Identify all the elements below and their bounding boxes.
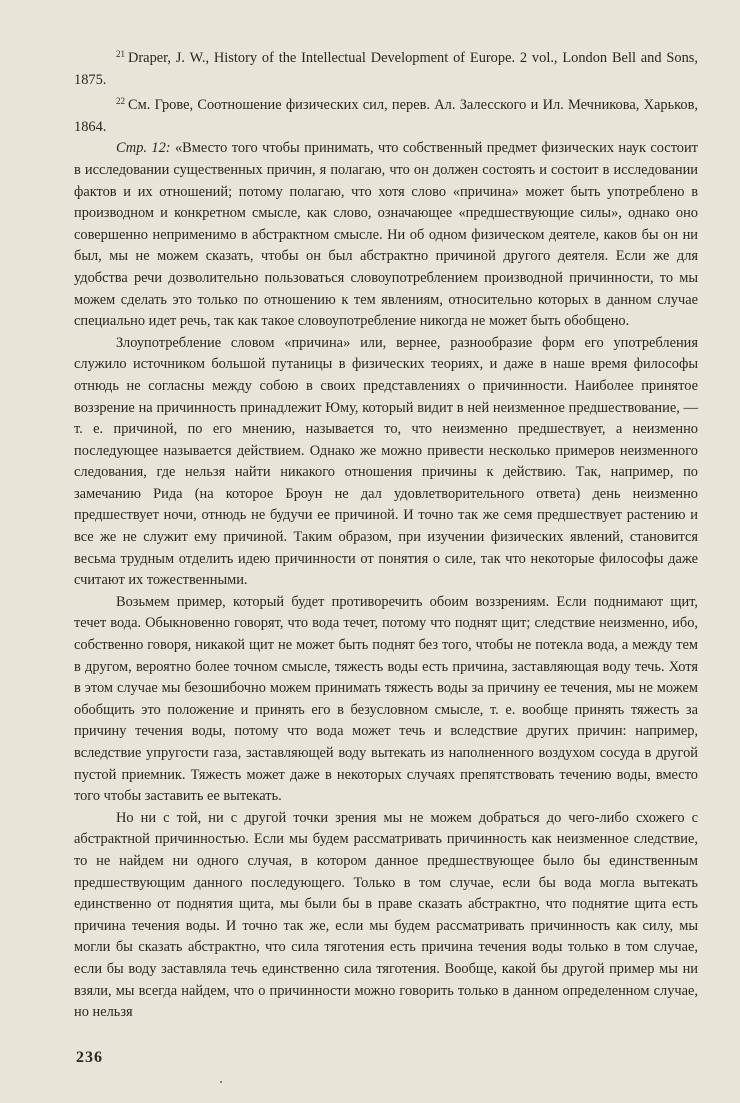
footnote-text: Draper, J. W., History of the Intellectual Development of Europe. 2 vol., London Bell and Sons, 1875.	[74, 50, 698, 88]
note-paragraph-4: Но ни с той, ни с другой точки зрения мы не можем добраться до чего-либо схожего с абстрактной причинностью. Если мы будем рассматривать причинность как неизменное следствие, то не найдем ни одного случая, в котором данное предшествующее было бы единственным предшествующим данного последующего. Только в том случае, если бы вода могла вытекать единственно от поднятия щита, мы были бы в праве сказать абстрактно, что поднятие щита есть причина течения воды. И точно так же, если мы будем рассматривать причинность как силу, мы могли бы сказать абстрактно, что сила тяготения есть причина течения воды только в том случае, если бы воду заставляла течь единственно сила тяготения. Вообще, какой бы другой пример мы ни взяли, мы всегда найдем, что о причинности можно говорить только в данном определенном случае, но нельзя	[74, 809, 698, 1021]
note-paragraph-2: Злоупотребление словом «причина» или, вернее, разнообразие форм его употребления служило источником большой путаницы в физических теориях, и даже в наше время философы отнюдь не согласны между собою в своих представлениях о причинности. Наиболее принятое воззрение на причинность принадлежит Юму, который видит в ней неизменное предшествование, — т. е. причиной, по его мнению, называется то, что неизменно предшествует, а неизменно последующее называется действием. Однако же можно привести несколько примеров неизменного следования, где нельзя найти никакого отношения причины к действию. Так, например, по замечанию Рида (на которое Броун не дал удовлетворительного ответа) день неизменно предшествует ночи, отнюдь не будучи ее причиной. И точно так же семя предшествует растению и все же не служит ему причиной. Таким образом, при изучении физических явлений, становится весьма трудным отделить идею причинности от понятия о силе, так что некоторые философы даже считают их тожественными.	[74, 334, 698, 589]
footnote-number: 22	[116, 96, 125, 107]
note-paragraph-3: Возьмем пример, который будет противоречить обоим воззрениям. Если поднимают щит, течет вода. Обыкновенно говорят, что вода течет, потому что поднят щит; следствие неизменно, ибо, собственно говоря, никакой щит не может быть поднят без того, чтобы не потекла вода, а между тем в другом, вероятно более точном смысле, тяжесть воды есть причина, заставляющая воду течь. Хотя в этом случае мы безошибочно можем принимать тяжесть воды за причину ее течения, мы не можем обобщить это положение и принять его в безусловном смысле, т. е. вообще принять тяжесть за причину течения воды, потому что вода может течь и вследствие других причин: например, вследствие упругости газа, заставляющей воду вытекать из наполненного воздухом сосуда в другой пустой приемник. Тяжесть может даже в некоторых случаях препятствовать течению воды, вместо того чтобы заставить ее вытекать.	[74, 593, 698, 805]
page-number: 236	[76, 1049, 103, 1066]
print-speck	[220, 1081, 222, 1083]
paragraph-text: «Вместо того чтобы принимать, что собственный предмет физических наук состоит в исследовании существенных причин, я полагаю, что он должен состоять и состоит в исследовании фактов и их отношений; потому полагаю, что хотя слово «причина» может быть употреблено в производном и конкретном смысле, как слово, означающее «предшествующие силы», однако оно совершенно неприменимо в абстрактном смысле. Ни об одном физическом деятеле, каков бы он ни был, мы не можем сказать, чтобы он был абстрактно причиной другого деятеля. Если же для удобства речи дозволительно пользоваться словоупотреблением производной причинности, то мы можем сделать это только по отношению к тем явлениям, относительно которых в данном случае специально идет речь, так как такое словоупотребление никогда не может быть обобщено.	[74, 140, 698, 330]
note-label: Стр. 12:	[116, 140, 171, 157]
footnote-22	[74, 91, 698, 138]
footnote-number: 21	[116, 49, 125, 59]
footnote-21	[74, 44, 698, 91]
note-paragraph-1	[74, 138, 698, 332]
footnote-text: См. Грове, Соотношение физических сил, перев. Ал. Залесского и Ил. Мечникова, Харьков, 1864.	[74, 97, 698, 135]
